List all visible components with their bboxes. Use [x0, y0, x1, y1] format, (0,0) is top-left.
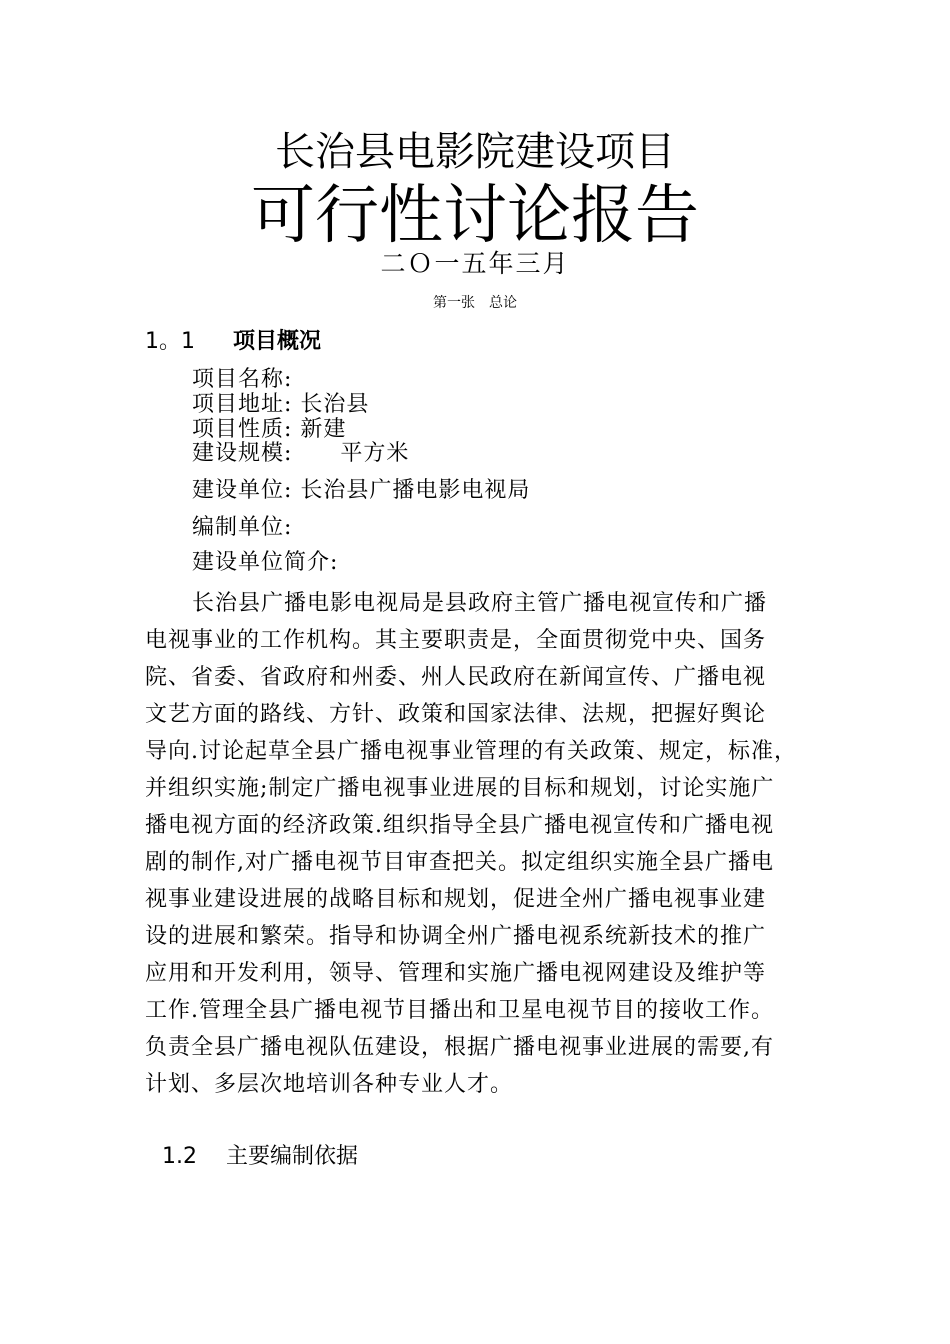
paragraph-line: 播电视方面的经济政策.组织指导全县广播电视宣传和广播电视: [145, 813, 774, 838]
paragraph-line: 视事业建设进展的战略目标和规划，促进全州广播电视事业建: [145, 887, 767, 912]
paragraph-line: 计划、多层次地培训各种专业人才。: [145, 1072, 514, 1097]
paragraph-line: 院、省委、省政府和州委、州人民政府在新闻宣传、广播电视: [145, 665, 767, 690]
field-build-unit: 建设单位: 长治县广播电影电视局: [192, 478, 531, 503]
section-number: 1。1: [145, 329, 195, 354]
paragraph-line: 并组织实施;制定广播电视事业进展的目标和规划，讨论实施广: [145, 776, 775, 801]
section-title: 主要编制依据: [226, 1144, 359, 1169]
paragraph-line: 负责全县广播电视队伍建设，根据广播电视事业进展的需要,有: [145, 1035, 774, 1060]
paragraph-line: 应用和开发利用，领导、管理和实施广播电视网建设及维护等: [145, 961, 767, 986]
paragraph-line: 长治县广播电影电视局是县政府主管广播电视宣传和广播: [192, 591, 768, 616]
field-editor-unit: 编制单位:: [192, 515, 293, 540]
field-intro-label: 建设单位简介:: [192, 550, 339, 575]
title-line-2: 可行性讨论报告: [251, 179, 699, 253]
paragraph-line: 电视事业的工作机构。其主要职责是，全面贯彻党中央、国务: [145, 628, 767, 653]
section-heading-1-1: [145, 327, 321, 357]
report-date: 二Ｏ一五年三月: [380, 249, 570, 278]
paragraph-line: 文艺方面的路线、方针、政策和国家法律、法规，把握好舆论: [145, 702, 767, 727]
field-build-scale: 建设规模: 平方米: [192, 441, 410, 466]
paragraph-line: 工作.管理全县广播电视节目播出和卫星电视节目的接收工作。: [145, 998, 774, 1023]
title-line-1: 长治县电影院建设项目: [275, 129, 675, 175]
chapter-heading: 第一张 总论: [433, 295, 517, 311]
field-project-nature: 项目性质: 新建: [192, 417, 347, 442]
section-heading-1-2: [162, 1142, 358, 1172]
paragraph-line: 导向.讨论起草全县广播电视事业管理的有关政策、规定，标准，: [145, 739, 797, 764]
field-project-name: 项目名称:: [192, 367, 293, 392]
paragraph-line: 剧的制作,对广播电视节目审查把关。拟定组织实施全县广播电: [145, 850, 774, 875]
section-number: 1.2: [162, 1144, 197, 1169]
field-project-address: 项目地址: 长治县: [192, 392, 370, 417]
paragraph-line: 设的进展和繁荣。指导和协调全州广播电视系统新技术的推广: [145, 924, 767, 949]
intro-paragraph: [145, 585, 805, 1103]
section-title: 项目概况: [233, 329, 322, 354]
